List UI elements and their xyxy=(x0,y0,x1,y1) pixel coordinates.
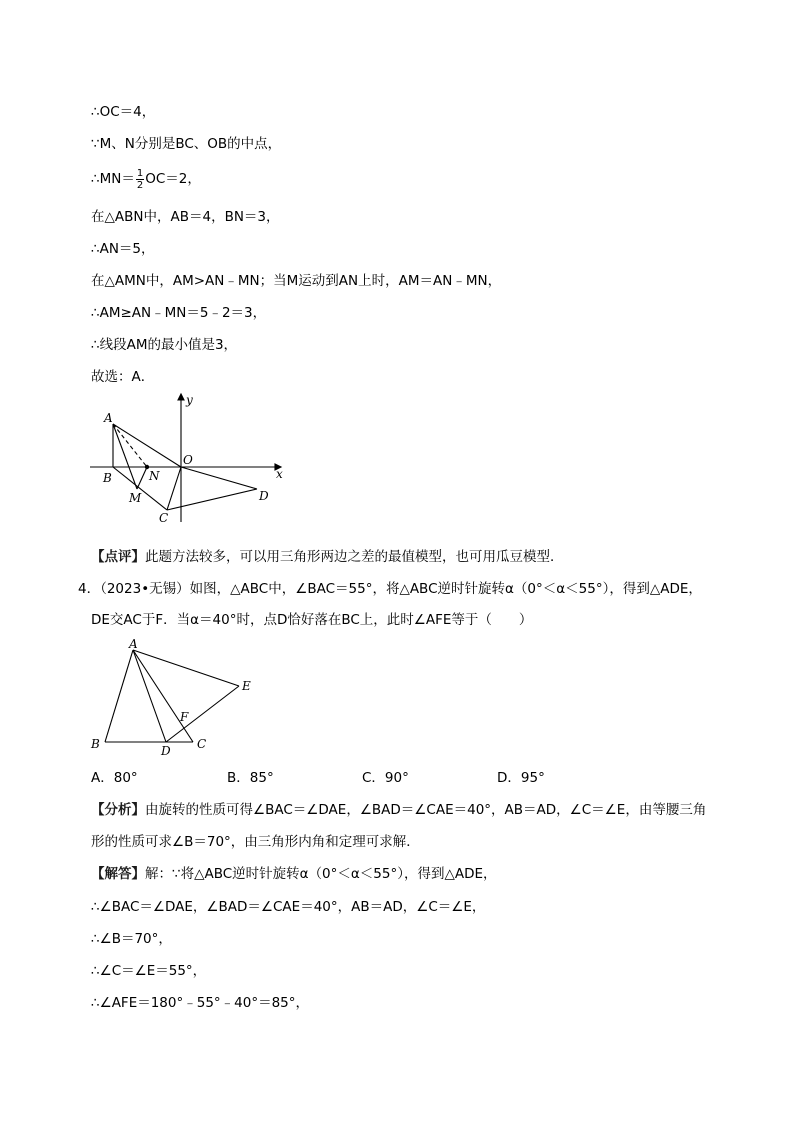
segment-co xyxy=(167,467,181,510)
label-b: B xyxy=(103,471,112,485)
label-y: y xyxy=(186,393,193,407)
fraction-half xyxy=(136,168,144,191)
answer-text-1: 解：∵将△ABC逆时针旋转α（0°＜α＜55°），得到△ADE， xyxy=(145,866,497,882)
comment-text: 此题方法较多，可以用三角形两边之差的最值模型，也可用瓜豆模型． xyxy=(145,549,564,565)
answer-line-4: ∴∠C＝∠E＝55°， xyxy=(91,963,207,979)
label-x: x xyxy=(276,467,283,481)
text-line-min-value: ∴线段AM的最小值是3， xyxy=(91,337,238,353)
segment-ae xyxy=(133,650,239,686)
answer-line-5: ∴∠AFE＝180°﹣55°﹣40°＝85°， xyxy=(91,995,310,1011)
segment-am xyxy=(113,424,137,489)
text-line-oc: ∴OC＝4， xyxy=(91,104,156,120)
text-line-midpoints: ∵M、N分别是BC、OB的中点， xyxy=(91,136,282,152)
segment-mn xyxy=(137,467,147,489)
segment-ad xyxy=(133,650,166,742)
y-axis-arrow xyxy=(178,394,184,400)
label-m: M xyxy=(129,491,142,505)
segment-an-dashed xyxy=(113,424,147,467)
label-a: A xyxy=(104,411,113,425)
comment-tag: 【点评】 xyxy=(91,549,145,565)
segment-ab xyxy=(105,650,133,742)
answer-tag: 【解答】 xyxy=(91,866,145,882)
question-4-line-2: DE交AC于F．当α＝40°时，点D恰好落在BC上，此时∠AFE等于（ ） xyxy=(91,612,533,628)
figure-coordinate-diagram xyxy=(85,392,295,527)
label-a: A xyxy=(129,638,138,651)
segment-de xyxy=(166,686,239,742)
mn-prefix: ∴MN＝ xyxy=(91,171,135,187)
text-line-choice: 故选：A． xyxy=(91,369,155,385)
answer-line-2: ∴∠BAC＝∠DAE，∠BAD＝∠CAE＝40°，AB＝AD，∠C＝∠E， xyxy=(91,899,486,915)
answer-line-1 xyxy=(91,864,497,884)
mn-suffix: OC＝2， xyxy=(145,171,201,187)
option-b: B．85° xyxy=(227,770,274,786)
analysis-text-1: 由旋转的性质可得∠BAC＝∠DAE，∠BAD＝∠CAE＝40°，AB＝AD，∠C＝∠E，由等腰三角 xyxy=(145,802,707,818)
text-line-abn: 在△ABN中，AB＝4，BN＝3， xyxy=(91,209,280,225)
label-e: E xyxy=(242,679,251,693)
text-line-an: ∴AN＝5， xyxy=(91,241,155,257)
label-d: D xyxy=(259,489,269,503)
label-n: N xyxy=(149,469,160,483)
option-c: C．90° xyxy=(362,770,409,786)
analysis-line-2: 形的性质可求∠B＝70°，由三角形内角和定理可求解． xyxy=(91,834,420,850)
analysis-tag: 【分析】 xyxy=(91,802,145,818)
figure-rotation-triangle xyxy=(85,638,265,758)
label-c: C xyxy=(197,737,207,751)
text-line-mn xyxy=(91,166,201,192)
label-c: C xyxy=(159,511,169,525)
label-o: O xyxy=(183,453,193,467)
option-d: D．95° xyxy=(497,770,545,786)
segment-od xyxy=(181,467,257,489)
answer-line-3: ∴∠B＝70°， xyxy=(91,931,172,947)
comment-line xyxy=(91,547,564,567)
text-line-am-inequality: ∴AM≥AN﹣MN＝5﹣2＝3， xyxy=(91,305,267,321)
label-f: F xyxy=(180,710,189,724)
question-4-line-1: 4．（2023•无锡）如图，△ABC中，∠BAC＝55°，将△ABC逆时针旋转α（0°＜α＜55°），得到△ADE， xyxy=(78,581,702,597)
segment-ao xyxy=(113,424,181,467)
fraction-denominator: 2 xyxy=(136,179,144,191)
text-line-amn: 在△AMN中，AM>AN﹣MN；当M运动到AN上时，AM＝AN﹣MN， xyxy=(91,273,502,289)
analysis-line-1 xyxy=(91,800,706,820)
fraction-numerator: 1 xyxy=(136,167,144,179)
label-d: D xyxy=(161,744,171,758)
label-b: B xyxy=(91,737,100,751)
option-a: A．80° xyxy=(91,770,138,786)
